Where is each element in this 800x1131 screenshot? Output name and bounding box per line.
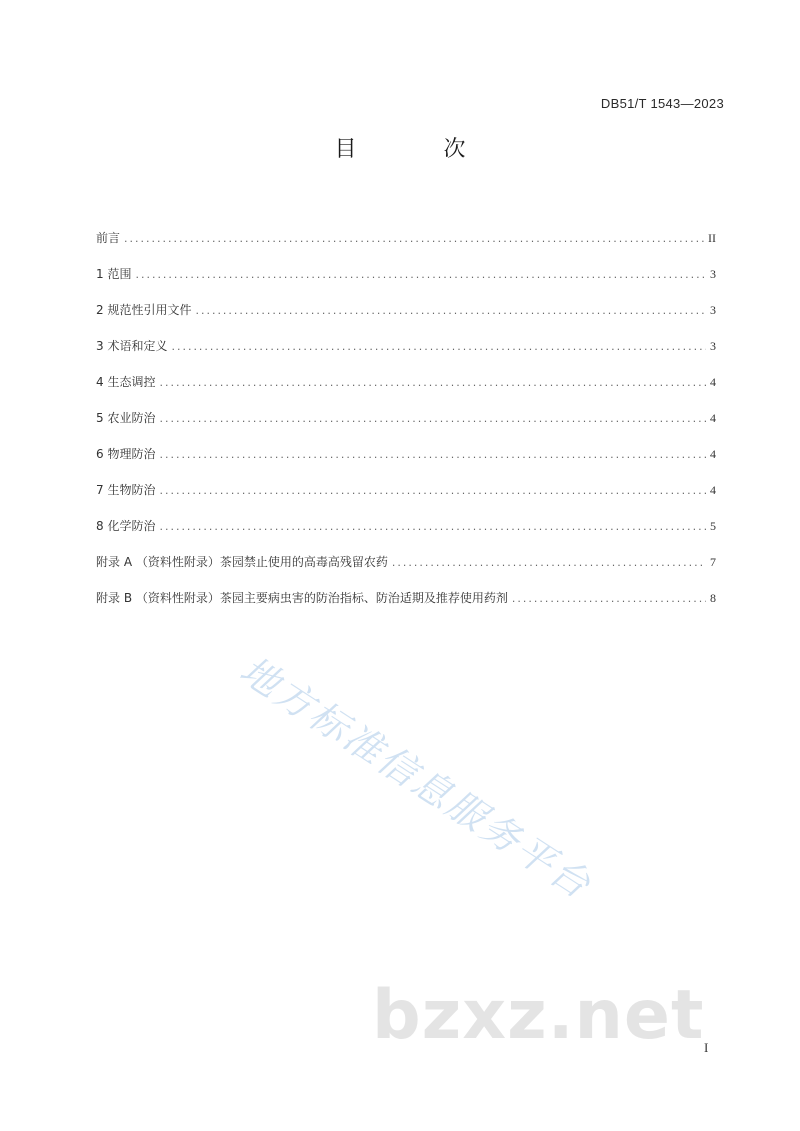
page-number: I <box>704 1040 709 1055</box>
toc-entry-physical-control[interactable] <box>96 442 716 478</box>
toc-page-number: 8 <box>710 591 716 605</box>
toc-entry-label: 4 生态调控 <box>96 375 156 389</box>
toc-entry-normative-references[interactable] <box>96 298 716 334</box>
toc-entry-label: 附录 B （资料性附录）茶园主要病虫害的防治指标、防治适期及推荐使用药剂 <box>96 591 508 605</box>
toc-entry-appendix-b[interactable] <box>96 586 716 622</box>
toc-entry-label: 前言 <box>96 231 121 245</box>
page-title: 目 次 <box>334 137 506 162</box>
toc-entry-label: 7 生物防治 <box>96 483 156 497</box>
toc-dot-leader <box>392 551 706 575</box>
toc-entry-label: 6 物理防治 <box>96 447 156 461</box>
toc-entry-appendix-a[interactable] <box>96 550 716 586</box>
document-number: DB51/T 1543—2023 <box>600 96 724 111</box>
toc-page-number: 4 <box>710 483 716 497</box>
toc-page-number: 3 <box>710 339 716 353</box>
table-of-contents <box>96 226 716 622</box>
toc-entry-label: 1 范围 <box>96 267 132 281</box>
toc-page-number: 4 <box>710 447 716 461</box>
toc-entry-terms-definitions[interactable] <box>96 334 716 370</box>
toc-dot-leader <box>135 263 706 287</box>
toc-entry-biological-control[interactable] <box>96 478 716 514</box>
toc-page-number: 4 <box>710 375 716 389</box>
toc-dot-leader <box>195 299 706 323</box>
toc-entry-label: 附录 A （资料性附录）茶园禁止使用的高毒高残留农药 <box>96 555 388 569</box>
toc-page-number: 3 <box>710 303 716 317</box>
toc-dot-leader <box>159 479 706 503</box>
toc-dot-leader <box>159 515 706 539</box>
toc-dot-leader <box>159 371 706 395</box>
toc-page-number: 7 <box>710 555 716 569</box>
toc-page-number: II <box>708 231 716 245</box>
toc-dot-leader <box>159 443 706 467</box>
toc-entry-label: 2 规范性引用文件 <box>96 303 192 317</box>
toc-dot-leader <box>159 407 706 431</box>
toc-entry-agricultural-control[interactable] <box>96 406 716 442</box>
toc-entry-chemical-control[interactable] <box>96 514 716 550</box>
toc-page-number: 4 <box>710 411 716 425</box>
toc-entry-scope[interactable] <box>96 262 716 298</box>
toc-entry-ecological-regulation[interactable] <box>96 370 716 406</box>
toc-entry-label: 3 术语和定义 <box>96 339 168 353</box>
toc-dot-leader <box>171 335 706 359</box>
toc-dot-leader <box>512 587 706 611</box>
toc-page-number: 3 <box>710 267 716 281</box>
toc-page-number: 5 <box>710 519 716 533</box>
toc-dot-leader <box>124 227 704 251</box>
site-watermark: bzxz.net <box>372 976 705 1055</box>
watermark-text: 地方标准信息服务平台 <box>232 647 601 909</box>
toc-entry-label: 5 农业防治 <box>96 411 156 425</box>
toc-entry-foreword[interactable] <box>96 226 716 262</box>
toc-entry-label: 8 化学防治 <box>96 519 156 533</box>
